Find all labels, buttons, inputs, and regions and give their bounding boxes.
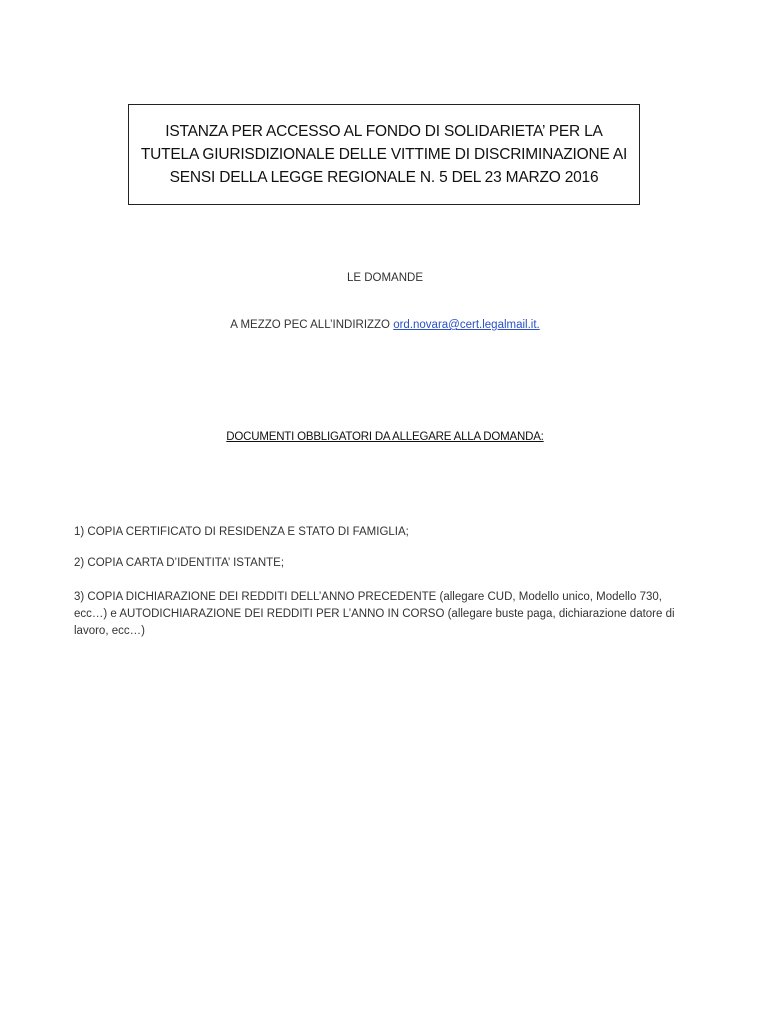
document-item-3: 3) COPIA DICHIARAZIONE DEI REDDITI DELL’ANNO PRECEDENTE (allegare CUD, Modello unico, Modello 730, ecc…) e AUTODICHIARAZIONE DEI REDDITI PER L’ANNO IN CORSO (allegare buste paga, dichiarazione datore di lavoro, ecc…) xyxy=(74,591,675,637)
intro-text: LE DOMANDE xyxy=(346,272,424,284)
title-line-3: SENSI DELLA LEGGE REGIONALE N. 5 DEL 23 MARZO 2016 xyxy=(169,169,599,186)
pec-prefix: A MEZZO PEC ALL’INDIRIZZO xyxy=(230,319,394,331)
title-box xyxy=(128,104,640,205)
title-line-1: ISTANZA PER ACCESSO AL FONDO DI SOLIDARIETA’ PER LA xyxy=(165,123,603,140)
document-item-1: 1) COPIA CERTIFICATO DI RESIDENZA E STATO DI FAMIGLIA; xyxy=(74,526,409,538)
document-title xyxy=(141,120,627,189)
pec-email-link[interactable]: ord.novara@cert.legalmail.it. xyxy=(393,319,540,331)
document-item-2: 2) COPIA CARTA D’IDENTITA’ ISTANTE; xyxy=(74,557,285,569)
documents-heading: DOCUMENTI OBBLIGATORI DA ALLEGARE ALLA DOMANDA: xyxy=(226,431,544,443)
title-line-2: TUTELA GIURISDIZIONALE DELLE VITTIME DI DISCRIMINAZIONE AI xyxy=(140,146,628,163)
pec-line xyxy=(0,319,770,331)
